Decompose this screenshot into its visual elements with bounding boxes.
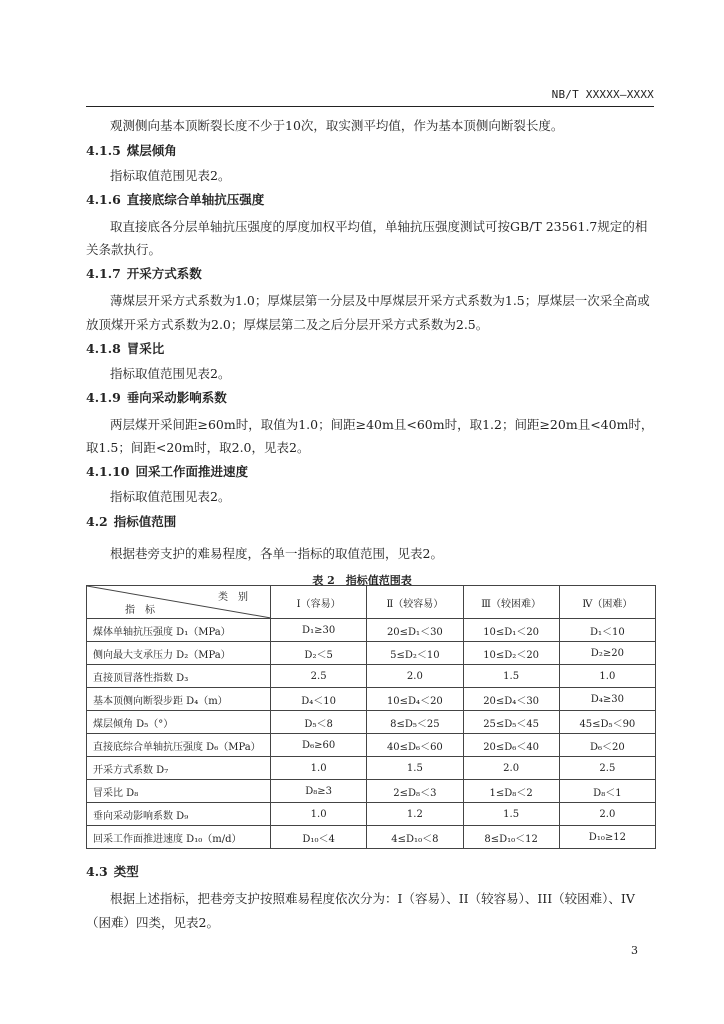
- table-row: [87, 826, 656, 849]
- header-indicator-label: 指 标: [125, 605, 155, 616]
- table-cell: 2.0: [559, 803, 655, 826]
- section-title: 回采工作面推进速度: [135, 464, 249, 479]
- table-cell: 8≤D₁₀＜12: [463, 826, 559, 849]
- section-number: 4.1.8: [86, 341, 121, 356]
- section-heading-4-1-7: [86, 264, 202, 284]
- table-row: [87, 757, 656, 780]
- column-header: Ⅱ（较容易）: [367, 586, 463, 619]
- table-row: [87, 734, 656, 757]
- table-cell: 45≤D₅＜90: [559, 711, 655, 734]
- table-cell: 2.0: [367, 665, 463, 688]
- section-title: 煤层倾角: [126, 143, 177, 158]
- table-cell: 1≤D₈＜2: [463, 780, 559, 803]
- row-label: 垂向采动影响系数 D₉: [87, 803, 271, 826]
- section-number: 4.1.9: [86, 390, 121, 405]
- section-number: 4.1.7: [86, 266, 121, 281]
- row-label: 煤体单轴抗压强度 D₁（MPa）: [87, 619, 271, 642]
- header-rule: [86, 106, 654, 107]
- section-text-4-1-8: 指标取值范围见表2。: [110, 366, 231, 381]
- section-number: 4.1.6: [86, 192, 121, 207]
- table-cell: 20≤D₆＜40: [463, 734, 559, 757]
- page-number: 3: [631, 944, 638, 957]
- section-heading-4-3: [86, 862, 139, 882]
- section-heading-4-1-9: [86, 388, 227, 408]
- table-cell: 20≤D₄＜30: [463, 688, 559, 711]
- section-heading-4-1-6: [86, 190, 264, 210]
- table-cell: D₄＜10: [271, 688, 367, 711]
- column-header: Ⅳ（困难）: [559, 586, 655, 619]
- row-label: 直接顶冒落性指数 D₃: [87, 665, 271, 688]
- section-number: 4.2: [86, 514, 108, 529]
- section-title: 指标值范围: [113, 514, 177, 529]
- section-text-4-1-5: 指标取值范围见表2。: [110, 168, 231, 183]
- table-row: [87, 665, 656, 688]
- table-cell: 2.5: [559, 757, 655, 780]
- table-cell: 40≤D₆＜60: [367, 734, 463, 757]
- table-cell: 2.5: [271, 665, 367, 688]
- section-heading-4-2: [86, 512, 176, 532]
- table-cell: 10≤D₁＜20: [463, 619, 559, 642]
- section-number: 4.1.5: [86, 143, 121, 158]
- table-row: [87, 780, 656, 803]
- section-text-4-1-6: 取直接底各分层单轴抗压强度的厚度加权平均值，单轴抗压强度测试可按GB/T 23561.7规定的相关条款执行。: [86, 219, 648, 257]
- table-cell: D₁₀＜4: [271, 826, 367, 849]
- table-cell: D₂＜5: [271, 642, 367, 665]
- table-cell: 20≤D₁＜30: [367, 619, 463, 642]
- table-row: [87, 711, 656, 734]
- table-cell: 4≤D₁₀＜8: [367, 826, 463, 849]
- table-cell: D₁＜10: [559, 619, 655, 642]
- table-cell: D₆≥60: [271, 734, 367, 757]
- row-label: 回采工作面推进速度 D₁₀（m/d）: [87, 826, 271, 849]
- table-cell: 5≤D₂＜10: [367, 642, 463, 665]
- section-text-4-3: 根据上述指标，把巷旁支护按照难易程度依次分为：I（容易）、II（较容易）、III（较困难）、IV（困难）四类，见表2。: [86, 891, 635, 930]
- diagonal-header-cell: [87, 586, 271, 619]
- indicator-range-table: [86, 585, 656, 849]
- table-cell: 1.5: [463, 665, 559, 688]
- table-row: [87, 688, 656, 711]
- table-row: [87, 803, 656, 826]
- table-cell: 1.2: [367, 803, 463, 826]
- table-header-row: [87, 586, 656, 619]
- table-cell: 2.0: [463, 757, 559, 780]
- table-row: [87, 642, 656, 665]
- row-label: 侧向最大支承压力 D₂（MPa）: [87, 642, 271, 665]
- row-label: 冒采比 D₈: [87, 780, 271, 803]
- intro-paragraph: 观测侧向基本顶断裂长度不少于10次，取实测平均值，作为基本顶侧向断裂长度。: [110, 118, 564, 133]
- table-cell: 8≤D₅＜25: [367, 711, 463, 734]
- row-label: 直接底综合单轴抗压强度 D₆（MPa）: [87, 734, 271, 757]
- row-label: 基本顶侧向断裂步距 D₄（m）: [87, 688, 271, 711]
- row-label: 开采方式系数 D₇: [87, 757, 271, 780]
- section-title: 开采方式系数: [126, 266, 202, 281]
- section-heading-4-1-8: [86, 339, 164, 359]
- section-text-4-2: 根据巷旁支护的难易程度，各单一指标的取值范围，见表2。: [110, 546, 443, 561]
- row-label: 煤层倾角 D₅（°）: [87, 711, 271, 734]
- table-cell: 2≤D₈＜3: [367, 780, 463, 803]
- table-cell: 1.5: [367, 757, 463, 780]
- section-title: 类型: [113, 864, 139, 879]
- column-header: Ⅰ（容易）: [271, 586, 367, 619]
- document-code: NB/T XXXXX—XXXX: [551, 88, 654, 101]
- table-row: [87, 619, 656, 642]
- table-cell: D₄≥30: [559, 688, 655, 711]
- header-category-label: 类 别: [218, 592, 248, 603]
- section-text-4-1-7: 薄煤层开采方式系数为1.0；厚煤层第一分层及中厚煤层开采方式系数为1.5；厚煤层一次采全高或放顶煤开采方式系数为2.0；厚煤层第二及之后分层开采方式系数为2.5。: [86, 293, 650, 332]
- section-title: 直接底综合单轴抗压强度: [126, 192, 265, 207]
- section-text-4-1-9: 两层煤开采间距≥60m时，取值为1.0；间距≥40m且<60m时，取1.2；间距≥20m且<40m时，取1.5；间距<20m时，取2.0，见表2。: [86, 417, 654, 455]
- table-cell: D₆＜20: [559, 734, 655, 757]
- section-heading-4-1-10: [86, 462, 248, 482]
- table-cell: 10≤D₂＜20: [463, 642, 559, 665]
- table-cell: 1.0: [271, 757, 367, 780]
- table-cell: 25≤D₅＜45: [463, 711, 559, 734]
- table-cell: D₁₀≥12: [559, 826, 655, 849]
- table-cell: 1.0: [559, 665, 655, 688]
- column-header: Ⅲ（较困难）: [463, 586, 559, 619]
- table-cell: D₂≥20: [559, 642, 655, 665]
- section-heading-4-1-5: [86, 141, 177, 161]
- table-cell: D₈≥3: [271, 780, 367, 803]
- section-number: 4.3: [86, 864, 108, 879]
- table-cell: 1.0: [271, 803, 367, 826]
- table-cell: 1.5: [463, 803, 559, 826]
- section-title: 冒采比: [126, 341, 165, 356]
- table-cell: D₅＜8: [271, 711, 367, 734]
- section-number: 4.1.10: [86, 464, 130, 479]
- table-cell: D₈＜1: [559, 780, 655, 803]
- table-cell: D₁≥30: [271, 619, 367, 642]
- table-cell: 10≤D₄＜20: [367, 688, 463, 711]
- table-caption: 表 2 指标值范围表: [312, 574, 412, 587]
- section-title: 垂向采动影响系数: [126, 390, 227, 405]
- section-text-4-1-10: 指标取值范围见表2。: [110, 489, 231, 504]
